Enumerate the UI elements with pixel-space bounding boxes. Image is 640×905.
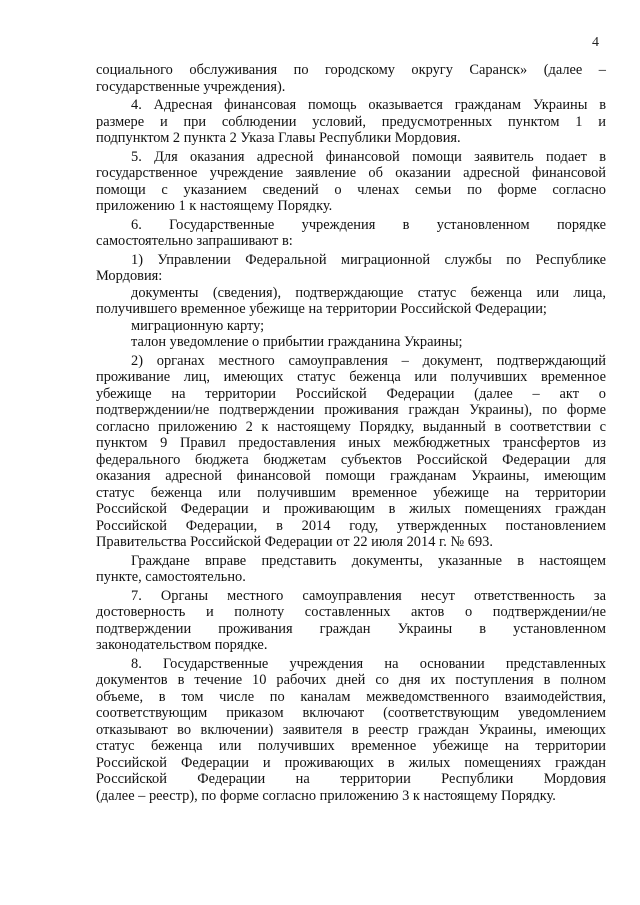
text-line: государственное учреждение заявление об оказании адресной финансовой (96, 165, 606, 181)
text-line: миграционную карту; (131, 317, 265, 334)
text-line: статус беженца или получивших временное убежище на территории (96, 738, 606, 754)
text-line: Мордовия: (96, 268, 163, 284)
page-number: 4 (592, 35, 599, 50)
text-line: федерального бюджета бюджетам субъектов Российской Федерации для (96, 451, 606, 468)
subparagraph-2-line: 2) органах местного самоуправления – документ, подтверждающий (131, 352, 606, 369)
paragraph-4-line: 4. Адресная финансовая помощь оказывается гражданам Украины в (131, 97, 606, 113)
text-line: подтверждении/не подтверждении проживания граждан Украины), по форме (96, 402, 606, 418)
subparagraph-1-line: 1) Управлении Федеральной миграционной службы по Республике (131, 251, 606, 268)
text-line: оказания адресной финансовой помощи гражданам Украины, имеющим (96, 468, 606, 484)
text-line: талон уведомление о прибытии гражданина Украины; (131, 334, 463, 350)
text-line: законодательством порядке. (96, 637, 268, 653)
paragraph-7-line: 7. Органы местного самоуправления несут ответственность за (131, 587, 606, 604)
text-line: соответствующим приказом включают (соответствующим уведомлением (96, 705, 606, 721)
text-line: получившего временное убежище на территории Российской Федерации; (96, 301, 547, 317)
text-line: пунктом 9 Правил предоставления иных межбюджетных трансфертов из (96, 435, 606, 451)
text-line: (далее – реестр), по форме согласно приложению 3 к настоящему Порядку. (96, 787, 556, 804)
text-line: убежище на территории Российской Федерации (далее – акт о (96, 385, 606, 402)
paragraph-5-line: 5. Для оказания адресной финансовой помощи заявитель подает в (131, 148, 606, 165)
text-line: проживание лиц, имеющих статус беженца или получивших временное (96, 369, 606, 385)
text-line: пункте, самостоятельно. (96, 569, 246, 585)
text-line: документов в течение 10 рабочих дней со дня их поступления в полном (96, 672, 606, 688)
paragraph-6-line: 6. Государственные учреждения в установленном порядке (131, 216, 606, 233)
text-line: Российской Федерации на территории Республики Мордовия (96, 771, 606, 787)
text-line: размере и при соблюдении условий, предусмотренных пунктом 1 и (96, 113, 606, 130)
text-line: документы (сведения), подтверждающие статус беженца или лица, (131, 284, 606, 301)
text-line: помощи с указанием сведений о членах семьи по форме согласно (96, 181, 606, 198)
text-line: статус беженца или получившим временное убежище на территории (96, 484, 606, 501)
text-line: достоверность и полноту составленных актов о подтверждении/не (96, 604, 606, 620)
text-line: подпунктом 2 пункта 2 Указа Главы Республики Мордовия. (96, 130, 461, 146)
text-line: самостоятельно запрашивают в: (96, 233, 293, 249)
text-line: подтверждении проживания граждан Украины в установленном (96, 620, 606, 637)
text-line: приложению 1 к настоящему Порядку. (96, 198, 333, 214)
text-line: социального обслуживания по городскому округу Саранск» (далее – (96, 62, 606, 78)
text-line: согласно приложению 2 к настоящему Порядку, выданный в соответствии с (96, 418, 606, 435)
text-line: государственные учреждения). (96, 78, 286, 95)
text-line: Правительства Российской Федерации от 22 июля 2014 г. № 693. (96, 534, 493, 550)
text-line: Российской Федерации, в 2014 году, утвержденных постановлением (96, 517, 606, 534)
text-line: Российской Федерации и проживающих в жилых помещениях граждан (96, 754, 606, 771)
text-line: объеме, в том числе по каналам межведомственного взаимодействия, (96, 688, 606, 705)
document-body (96, 62, 606, 804)
citizens-note-line: Граждане вправе представить документы, указанные в настоящем (131, 552, 606, 569)
text-line: Российской Федерации и проживающим в жилых помещениях граждан (96, 501, 606, 517)
text-line: отказывают во включении) заявителя в реестр граждан Украины, имеющих (96, 721, 606, 738)
paragraph-8-line: 8. Государственные учреждения на основании представленных (131, 655, 606, 672)
